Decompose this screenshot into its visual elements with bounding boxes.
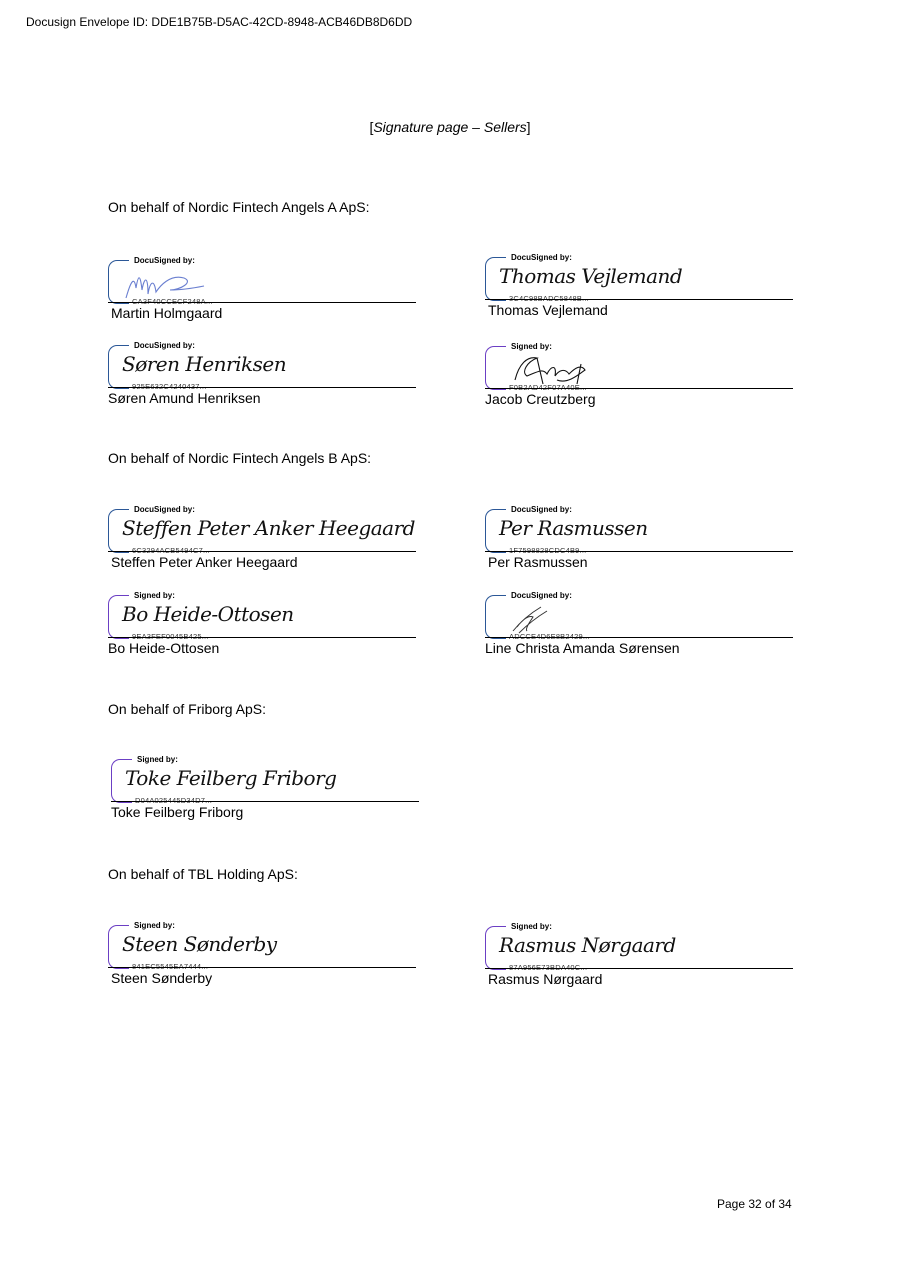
signer-name: Line Christa Amanda Sørensen bbox=[485, 640, 680, 656]
handwritten-signature: Per Rasmussen bbox=[499, 516, 648, 540]
signature-block bbox=[108, 256, 416, 336]
signature-block bbox=[111, 755, 419, 835]
handwritten-signature: Rasmus Nørgaard bbox=[499, 933, 676, 957]
signature-block bbox=[108, 921, 416, 1001]
handwritten-signature: Steffen Peter Anker Heegaard bbox=[122, 516, 415, 540]
signature-block bbox=[485, 253, 793, 333]
signer-name: Martin Holmgaard bbox=[111, 305, 223, 321]
signed-by-label: Signed by: bbox=[134, 921, 175, 930]
signer-name: Steen Sønderby bbox=[111, 970, 213, 986]
signature-line bbox=[485, 968, 793, 969]
signed-by-label: DocuSigned by: bbox=[134, 341, 195, 350]
handwritten-signature: Steen Sønderby bbox=[122, 932, 277, 956]
envelope-hash: 1F7598828CDC4B9... bbox=[509, 546, 587, 555]
envelope-hash: 9EA3FEF0045B425... bbox=[132, 632, 209, 641]
envelope-hash: 87A956E73BDA40C... bbox=[509, 963, 588, 972]
signer-name: Søren Amund Henriksen bbox=[108, 390, 261, 406]
signed-by-label: Signed by: bbox=[511, 342, 552, 351]
signature-line bbox=[485, 637, 793, 638]
signed-by-label: Signed by: bbox=[137, 755, 178, 764]
handwritten-signature: Toke Feilberg Friborg bbox=[125, 766, 337, 790]
signed-by-label: Signed by: bbox=[134, 591, 175, 600]
signer-name: Toke Feilberg Friborg bbox=[111, 804, 244, 820]
signature-line bbox=[485, 388, 793, 389]
envelope-hash: F0B2AD42F07A40E... bbox=[509, 383, 587, 392]
signature-block bbox=[485, 505, 793, 585]
section-label-nordic-a: On behalf of Nordic Fintech Angels A ApS: bbox=[108, 199, 370, 215]
signature-block bbox=[485, 342, 793, 422]
handwritten-signature: Søren Henriksen bbox=[122, 352, 287, 376]
signature-block bbox=[485, 591, 793, 671]
signature-line bbox=[485, 299, 793, 300]
signed-by-label: DocuSigned by: bbox=[134, 256, 195, 265]
signed-by-label: DocuSigned by: bbox=[511, 505, 572, 514]
envelope-hash: 925E632C4240437... bbox=[132, 382, 207, 391]
section-label-friborg: On behalf of Friborg ApS: bbox=[108, 701, 266, 717]
signature-block bbox=[108, 591, 416, 671]
signer-name: Jacob Creutzberg bbox=[485, 391, 596, 407]
envelope-hash: 6C3294ACB5494C7... bbox=[132, 546, 210, 555]
page-heading: [Signature page – Sellers] bbox=[369, 119, 531, 135]
envelope-hash: D04A025445D34D7... bbox=[135, 796, 212, 805]
page-number: Page 32 of 34 bbox=[717, 1197, 792, 1211]
signature-line bbox=[111, 801, 419, 802]
signature-line bbox=[108, 551, 416, 552]
envelope-hash: 3C4C98BADC5848B... bbox=[509, 294, 589, 303]
section-label-nordic-b: On behalf of Nordic Fintech Angels B ApS: bbox=[108, 450, 372, 466]
signed-by-label: Signed by: bbox=[511, 922, 552, 931]
signer-name: Per Rasmussen bbox=[488, 554, 588, 570]
signer-name: Rasmus Nørgaard bbox=[488, 971, 603, 987]
envelope-id: Docusign Envelope ID: DDE1B75B-D5AC-42CD-8948-ACB46DB8D6DD bbox=[26, 15, 413, 29]
signature-block bbox=[108, 341, 416, 421]
signer-name: Thomas Vejlemand bbox=[488, 302, 608, 318]
signature-line bbox=[108, 302, 416, 303]
handwritten-signature: Thomas Vejlemand bbox=[499, 264, 683, 288]
handwritten-signature: Bo Heide-Ottosen bbox=[122, 602, 294, 626]
envelope-hash: CA3F40CCECF248A... bbox=[132, 297, 213, 306]
signature-block bbox=[108, 505, 416, 585]
envelope-hash: 841EC5545EA7444... bbox=[132, 962, 209, 971]
signature-block bbox=[485, 922, 793, 1002]
signer-name: Bo Heide-Ottosen bbox=[108, 640, 220, 656]
signed-by-label: DocuSigned by: bbox=[511, 591, 572, 600]
envelope-hash: ADCCE4D6E8B2429... bbox=[509, 632, 590, 641]
signature-line bbox=[485, 551, 793, 552]
signature-line bbox=[108, 967, 416, 968]
signature-line bbox=[108, 387, 416, 388]
section-label-tbl: On behalf of TBL Holding ApS: bbox=[108, 866, 298, 882]
signed-by-label: DocuSigned by: bbox=[511, 253, 572, 262]
signed-by-label: DocuSigned by: bbox=[134, 505, 195, 514]
signature-line bbox=[108, 637, 416, 638]
signer-name: Steffen Peter Anker Heegaard bbox=[111, 554, 298, 570]
